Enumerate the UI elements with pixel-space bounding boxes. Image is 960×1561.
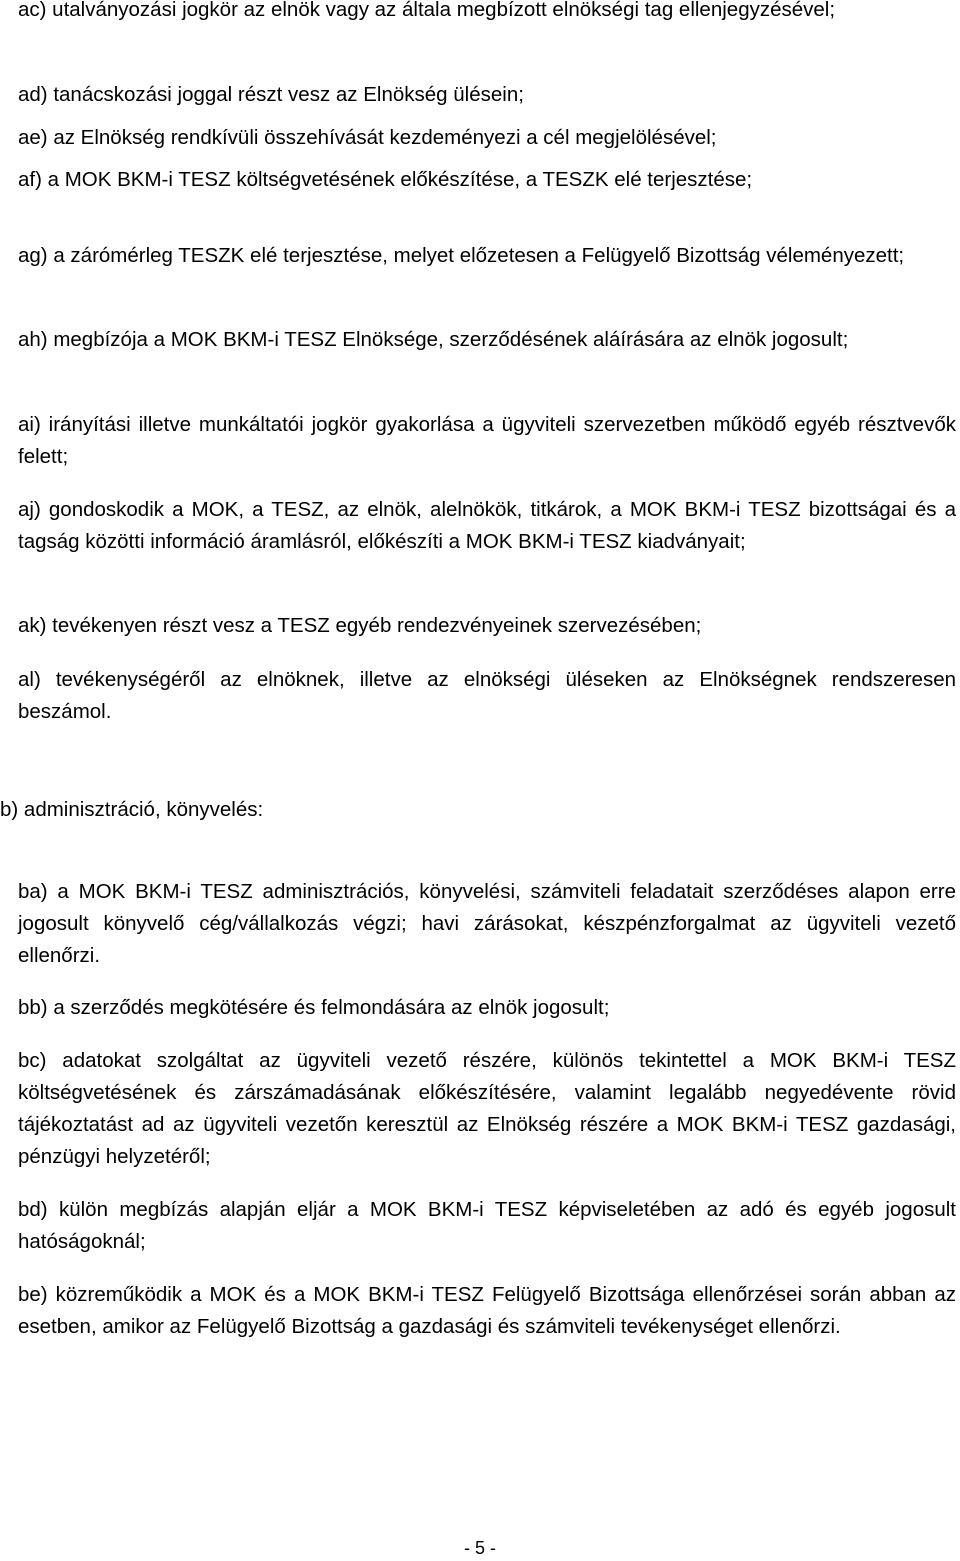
page-number: - 5 -: [463, 1538, 496, 1558]
item-bb: bb) a szerződés megkötésére és felmondására az elnök jogosult;: [18, 996, 610, 1019]
item-bc: bc) adatokat szolgáltat az ügyviteli vezető részére, különös tekintettel a MOK BKM-i TESZ költségvetésének és zárszámadásának előkészítésére, valamint legalább negyedévente rövid tájékoztatást ad az ügyviteli vezetőn keresztül az Elnökség részére a MOK BKM-i TESZ gazdasági, pénzügyi helyzetéről;: [18, 1049, 956, 1168]
item-ba: ba) a MOK BKM-i TESZ adminisztrációs, könyvelési, számviteli feladatait szerződéses alapon erre jogosult könyvelő cég/vállalkozás végzi; havi zárásokat, készpénzforgalmat az ügyviteli vezető ellenőrzi.: [18, 880, 956, 967]
item-bd: bd) külön megbízás alapján eljár a MOK BKM-i TESZ képviseletében az adó és egyéb jogosult hatóságoknál;: [18, 1198, 956, 1253]
item-af: af) a MOK BKM-i TESZ költségvetésének előkészítése, a TESZK elé terjesztése;: [18, 168, 753, 191]
item-ah: ah) megbízója a MOK BKM-i TESZ Elnöksége, szerződésének aláírására az elnök jogosult;: [18, 328, 849, 351]
item-al: al) tevékenységéről az elnöknek, illetve az elnökségi üléseken az Elnökségnek rendszeresen beszámol.: [18, 668, 956, 723]
item-aj: aj) gondoskodik a MOK, a TESZ, az elnök, alelnökök, titkárok, a MOK BKM-i TESZ bizottságai és a tagság közötti információ áramlásról, előkészíti a MOK BKM-i TESZ kiadványait;: [18, 498, 956, 553]
item-be: be) közreműködik a MOK és a MOK BKM-i TESZ Felügyelő Bizottsága ellenőrzései során abban az esetben, amikor az Felügyelő Bizottság a gazdasági és számviteli tevékenységet ellenőrzi.: [18, 1283, 956, 1338]
item-ac: ac) utalványozási jogkör az elnök vagy az általa megbízott elnökségi tag ellenjegyzésével;: [18, 0, 836, 21]
item-ae: ae) az Elnökség rendkívüli összehívását kezdeményezi a cél megjelölésével;: [18, 126, 717, 149]
item-ad: ad) tanácskozási joggal részt vesz az Elnökség ülésein;: [18, 83, 524, 106]
item-ai: ai) irányítási illetve munkáltatói jogkör gyakorlása a ügyviteli szervezetben működő egyéb résztvevők felett;: [18, 413, 956, 468]
item-ag: ag) a zárómérleg TESZK elé terjesztése, melyet előzetesen a Felügyelő Bizottság véleményezett;: [18, 244, 905, 267]
section-b-heading: b) adminisztráció, könyvelés:: [0, 798, 264, 821]
item-ak: ak) tevékenyen részt vesz a TESZ egyéb rendezvényeinek szervezésében;: [18, 614, 702, 637]
